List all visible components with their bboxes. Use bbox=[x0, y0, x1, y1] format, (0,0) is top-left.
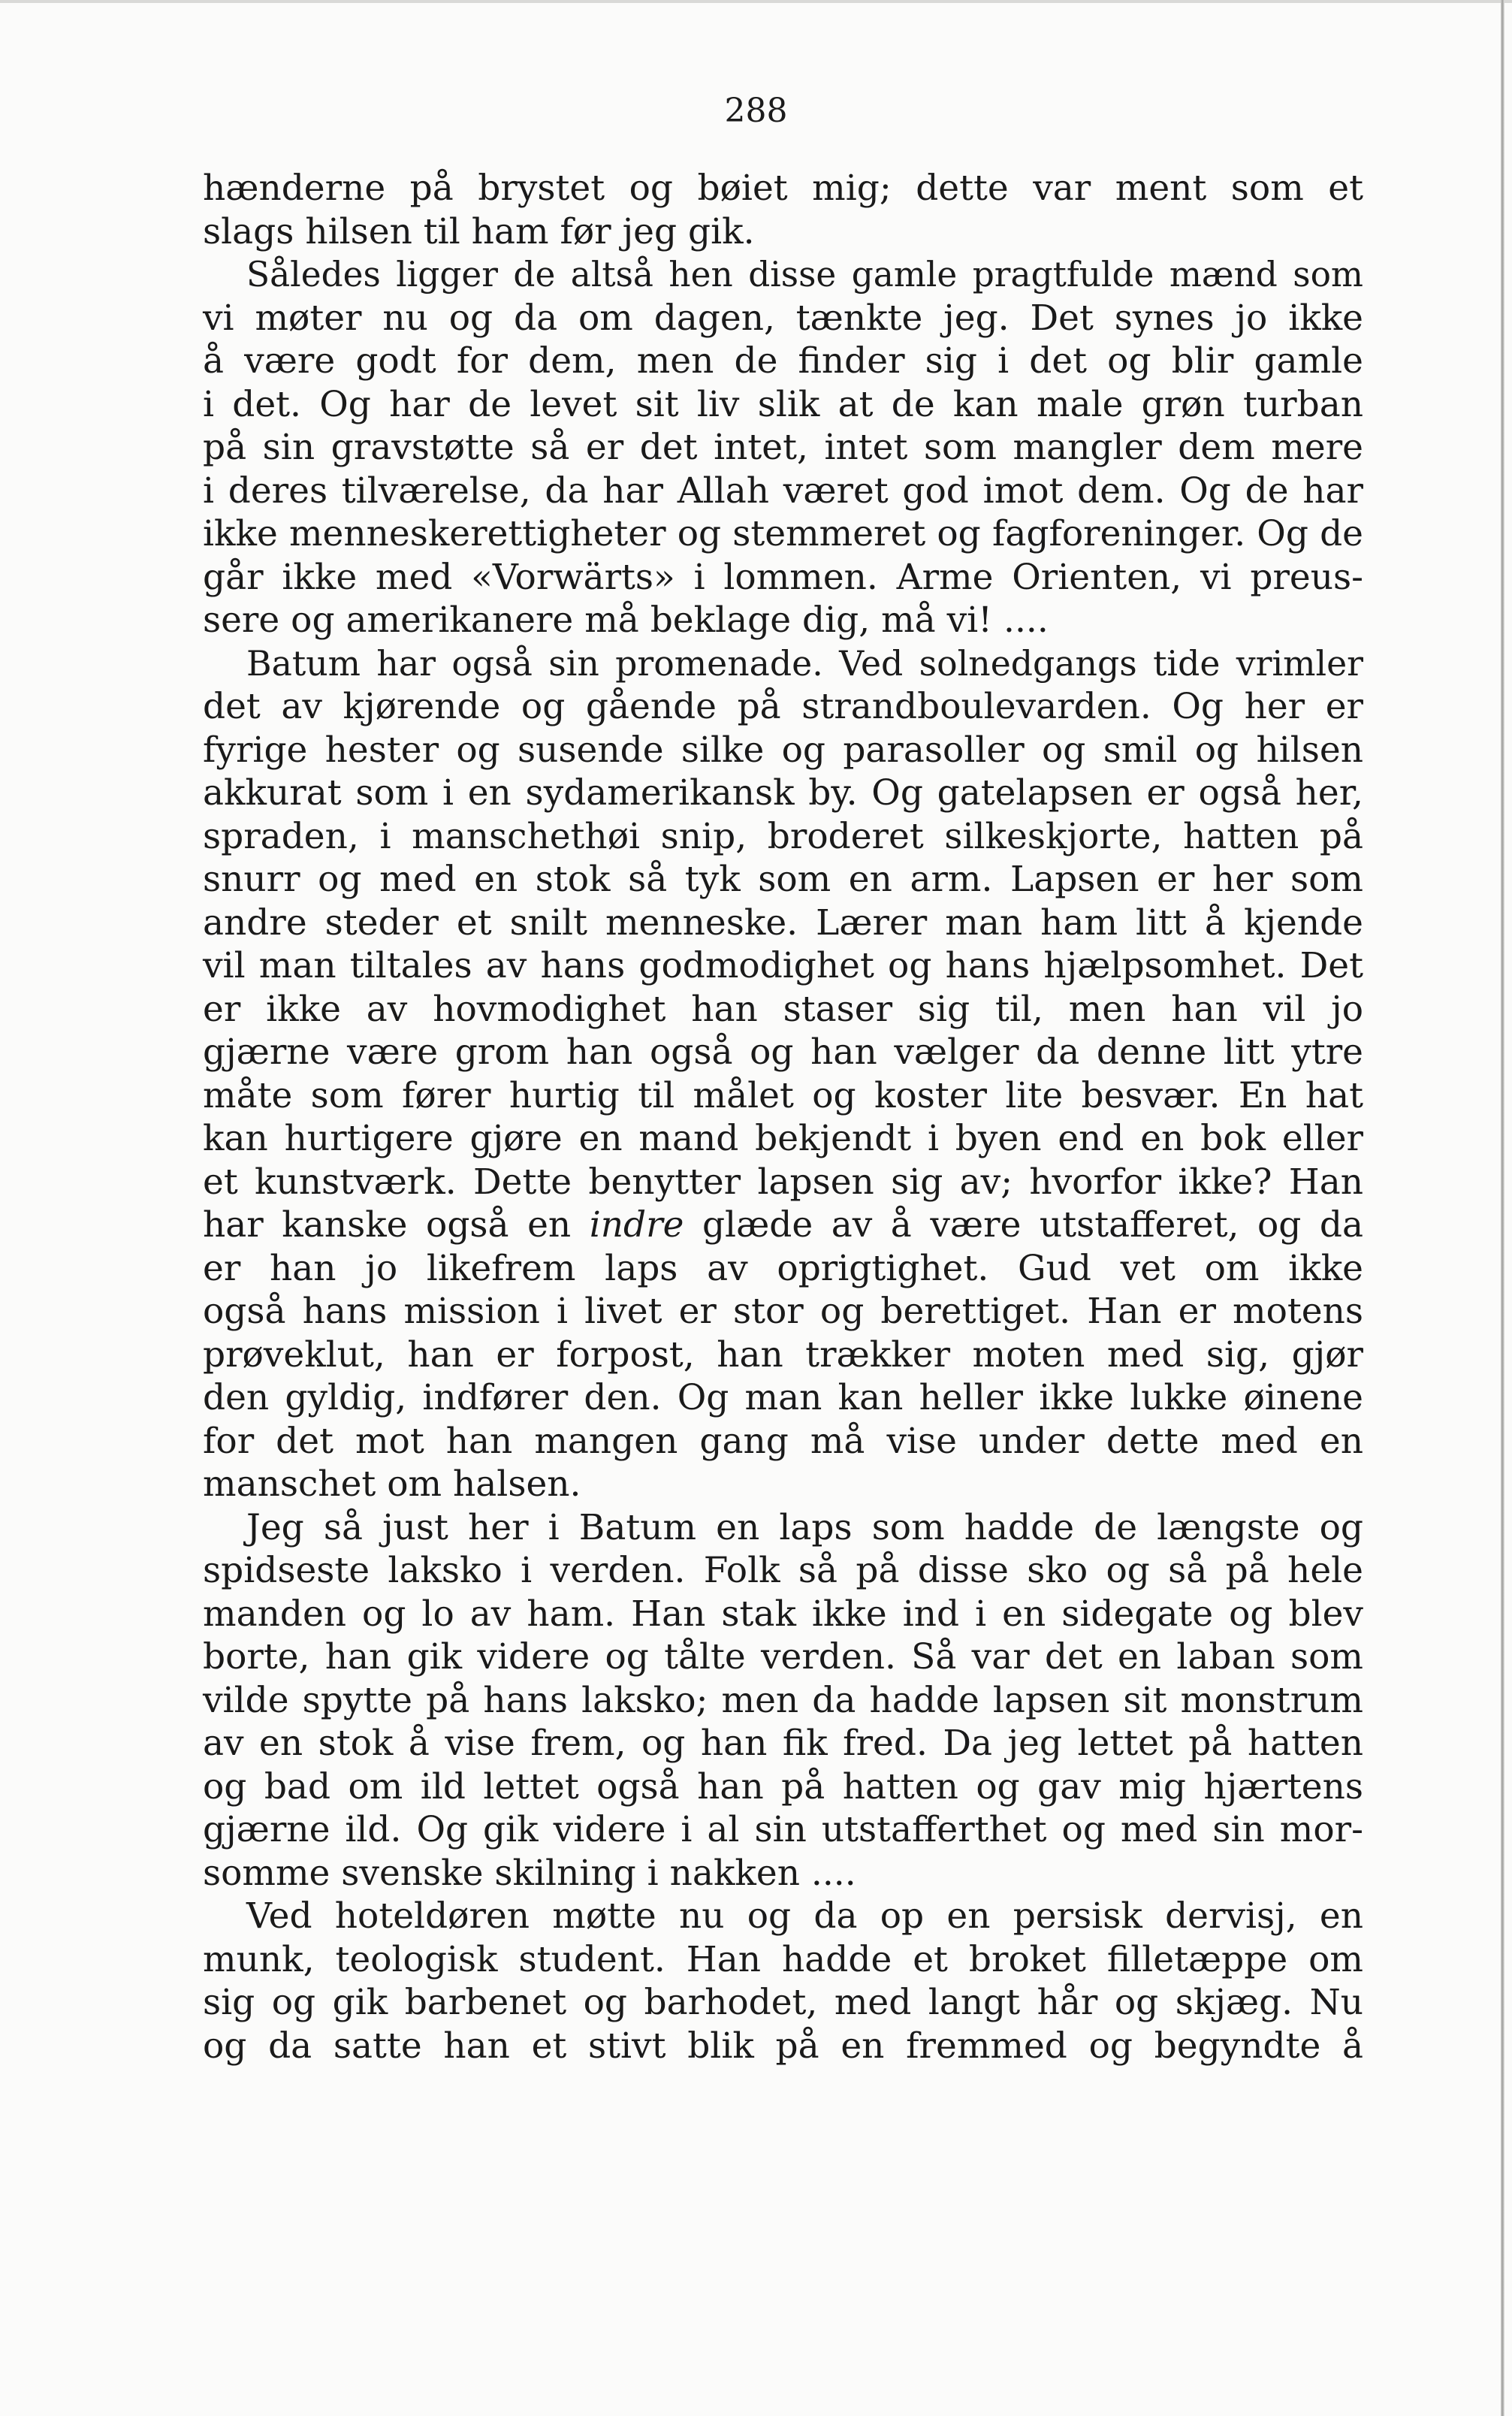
text-segment: har kanske også en bbox=[203, 1204, 590, 1246]
text-line: Batum har også sin promenade. Ved solnedgangs tide vrimler bbox=[246, 643, 1363, 684]
text-line: sere og amerikanere må beklage dig, må vi! .... bbox=[203, 599, 1049, 641]
text-line: går ikke med «Vorwärts» i lommen. Arme Orienten, vi preus- bbox=[203, 556, 1363, 598]
text-line: hænderne på brystet og bøiet mig; dette var ment som et bbox=[203, 168, 1363, 209]
text-line: Således ligger de altså hen disse gamle pragtfulde mænd som bbox=[246, 255, 1363, 294]
page-top-edge bbox=[0, 0, 1512, 3]
text-line: Ved hoteldøren møtte nu og da op en persisk dervisj, en bbox=[246, 1895, 1363, 1937]
text-line: gjærne være grom han også og han vælger da denne litt ytre bbox=[203, 1031, 1363, 1073]
text-line: kan hurtigere gjøre en mand bekjendt i byen end en bok eller bbox=[203, 1118, 1363, 1159]
text-line: borte, han gik videre og tålte verden. Så var det en laban som bbox=[203, 1636, 1363, 1678]
text-line: å være godt for dem, men de finder sig i det og blir gamle bbox=[203, 340, 1363, 382]
text-line: den gyldig, indfører den. Og man kan heller ikke lukke øinene bbox=[203, 1377, 1363, 1418]
text-line: snurr og med en stok så tyk som en arm. Lapsen er her som bbox=[203, 859, 1363, 900]
text-line: spidseste laksko i verden. Folk så på disse sko og så på hele bbox=[203, 1550, 1363, 1591]
text-line: i det. Og har de levet sit liv slik at de kan male grøn turban bbox=[203, 383, 1363, 425]
text-line: vi møter nu og da om dagen, tænkte jeg. Det synes jo ikke bbox=[203, 297, 1363, 339]
page-number: 288 bbox=[724, 92, 788, 130]
emphasized-word: indre bbox=[589, 1204, 684, 1246]
text-line: ikke menneskerettigheter og stemmeret og fagforeninger. Og de bbox=[203, 513, 1363, 554]
text-line: manden og lo av ham. Han stak ikke ind i en sidegate og blev bbox=[203, 1593, 1363, 1635]
text-line: er ikke av hovmodighet han staser sig til, men han vil jo bbox=[203, 988, 1363, 1030]
body-text bbox=[203, 167, 1363, 2067]
text-line: akkurat som i en sydamerikansk by. Og gatelapsen er også her, bbox=[203, 772, 1363, 814]
text-line: slags hilsen til ham før jeg gik. bbox=[203, 210, 755, 252]
text-line: fyrige hester og susende silke og parasoller og smil og hilsen bbox=[203, 729, 1363, 771]
text-line: måte som fører hurtig til målet og koster lite besvær. En hat bbox=[203, 1074, 1363, 1116]
text-line: av en stok å vise frem, og han fik fred. Da jeg lettet på hatten bbox=[203, 1723, 1363, 1764]
text-line: og da satte han et stivt blik på en fremmed og begyndte å bbox=[203, 2025, 1363, 2067]
text-line: er han jo likefrem laps av oprigtighet. Gud vet om ikke bbox=[203, 1247, 1363, 1289]
text-line: i deres tilværelse, da har Allah været god imot dem. Og de har bbox=[203, 470, 1363, 512]
text-line: og bad om ild lettet også han på hatten og gav mig hjærtens bbox=[203, 1765, 1363, 1807]
text-line: vil man tiltales av hans godmodighet og hans hjælpsomhet. Det bbox=[203, 945, 1363, 986]
text-line: også hans mission i livet er stor og berettiget. Han er motens bbox=[203, 1291, 1363, 1332]
text-line: for det mot han mangen gang må vise under dette med en bbox=[203, 1420, 1363, 1462]
text-line: Jeg så just her i Batum en laps som hadde de længste og bbox=[246, 1506, 1363, 1548]
text-line: prøveklut, han er forpost, han trækker moten med sig, gjør bbox=[203, 1333, 1363, 1376]
text-segment: glæde av å være utstafferet, og da bbox=[684, 1204, 1364, 1246]
text-line bbox=[203, 1203, 1363, 1247]
page-binding-edge bbox=[1501, 0, 1504, 2416]
text-line: vilde spytte på hans laksko; men da hadde lapsen sit monstrum bbox=[203, 1679, 1363, 1721]
text-line: andre steder et snilt menneske. Lærer man ham litt å kjende bbox=[203, 901, 1363, 944]
text-line: spraden, i manschethøi snip, broderet silkeskjorte, hatten på bbox=[203, 815, 1363, 857]
text-line: munk, teologisk student. Han hadde et broket filletæppe om bbox=[203, 1938, 1363, 1980]
text-line: sig og gik barbenet og barhodet, med langt hår og skjæg. Nu bbox=[203, 1982, 1363, 2023]
text-line: det av kjørende og gående på strandboulevarden. Og her er bbox=[203, 686, 1363, 727]
text-line: gjærne ild. Og gik videre i al sin utstafferthet og med sin mor- bbox=[203, 1809, 1363, 1850]
text-line: somme svenske skilning i nakken .... bbox=[203, 1852, 856, 1894]
text-line: på sin gravstøtte så er det intet, intet som mangler dem mere bbox=[203, 427, 1363, 468]
text-line: manschet om halsen. bbox=[203, 1463, 581, 1505]
text-line: et kunstværk. Dette benytter lapsen sig av; hvorfor ikke? Han bbox=[203, 1161, 1363, 1203]
